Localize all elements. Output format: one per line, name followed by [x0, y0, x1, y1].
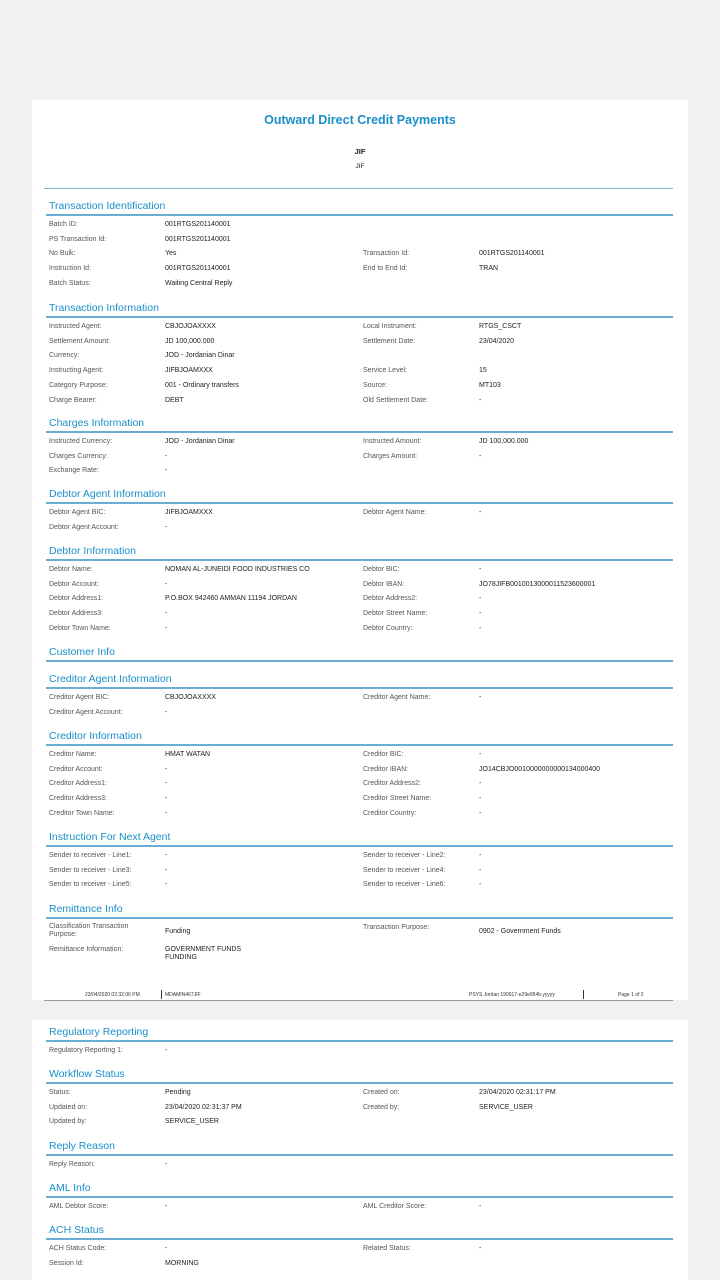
- field-label: Charges Currency:: [49, 452, 108, 460]
- field-label: Creditor Street Name:: [363, 795, 432, 803]
- field-label: Local Instrument:: [363, 323, 417, 330]
- section-title-transaction-information: Transaction Information: [49, 302, 159, 314]
- field-value: JO78JIFB0010013000011523600001: [479, 580, 596, 588]
- field-label: Creditor Country:: [363, 809, 417, 817]
- field-value: -: [165, 452, 168, 460]
- field-value: -: [479, 610, 482, 618]
- field-label: Category Purpose:: [49, 381, 108, 389]
- field-label: Instruction Id:: [49, 265, 92, 273]
- field-label: Sender to receiver - Line3:: [49, 866, 132, 874]
- field-value: -: [165, 708, 168, 716]
- section-divider: [46, 559, 673, 561]
- field-value: 001RTGS201140001: [479, 250, 545, 258]
- field-label: Currency:: [49, 352, 80, 360]
- field-label: Created by:: [363, 1103, 400, 1111]
- field-value: JO14CBJO0010000000000134000400: [479, 765, 601, 773]
- field-value: MT103: [479, 381, 501, 389]
- field-value: JD 100,000.000: [165, 337, 215, 345]
- section-divider: [46, 316, 673, 318]
- field-value: -: [165, 795, 168, 803]
- section-divider: [46, 1154, 673, 1156]
- field-label: Service Level:: [363, 367, 407, 375]
- field-value: SERVICE_USER: [479, 1103, 533, 1111]
- field-value: DEBT: [165, 396, 184, 404]
- field-label: Debtor Agent Account:: [49, 523, 119, 531]
- field-label: ACH Status Code:: [49, 1245, 107, 1252]
- section-divider: [46, 1196, 673, 1198]
- section-title-creditor-agent-information: Creditor Agent Information: [49, 673, 172, 685]
- section-divider: [46, 845, 673, 847]
- field-value: JD 100,000.000: [479, 438, 529, 445]
- organization-code: JIF: [354, 147, 366, 156]
- field-value: -: [165, 580, 168, 588]
- field-label: Source:: [363, 381, 388, 389]
- field-label: Sender to receiver - Line6:: [363, 881, 446, 889]
- field-label: Related Status:: [363, 1245, 411, 1252]
- section-title-workflow-status: Workflow Status: [49, 1068, 125, 1080]
- field-value: -: [479, 881, 482, 889]
- header-divider: [44, 188, 673, 189]
- field-value: -: [479, 509, 482, 516]
- section-divider: [46, 1238, 673, 1240]
- field-label: Old Settlement Date:: [363, 396, 428, 404]
- field-value: -: [165, 523, 168, 531]
- field-label: Debtor Account:: [49, 580, 99, 588]
- footer-product: PSYS Jordan 190917-e29e954b.yyyyy: [469, 992, 555, 998]
- field-label: Debtor Address2:: [363, 595, 418, 603]
- section-title-remittance-info: Remittance Info: [49, 903, 123, 915]
- section-title-regulatory-reporting: Regulatory Reporting: [49, 1026, 149, 1038]
- field-value: TRAN: [479, 265, 499, 273]
- field-label: Debtor Agent Name:: [363, 509, 427, 516]
- field-label: Exchange Rate:: [49, 467, 99, 475]
- footer-separator: [161, 990, 162, 999]
- field-label: Instructed Agent:: [49, 323, 102, 330]
- field-value: -: [479, 751, 482, 758]
- field-value: P.O.BOX 942460 AMMAN 11194 JORDAN: [165, 595, 297, 603]
- field-value: -: [479, 595, 482, 603]
- section-title-charges-information: Charges Information: [49, 417, 145, 429]
- section-title-instruction-for-next-agent: Instruction For Next Agent: [49, 831, 171, 843]
- field-label: Debtor Town Name:: [49, 624, 111, 632]
- field-value: NOMAN AL-JUNEIDI FOOD INDUSTRIES CO: [165, 566, 310, 573]
- section-title-transaction-identification: Transaction Identification: [49, 200, 166, 212]
- field-value: JIFBJOAMXXX: [165, 367, 213, 375]
- transaction-purpose-label: Transaction Purpose:: [363, 924, 430, 931]
- field-value: -: [165, 780, 168, 788]
- field-label: Sender to receiver - Line5:: [49, 881, 132, 889]
- field-label: Charge Bearer:: [49, 396, 97, 404]
- field-value: -: [479, 396, 482, 404]
- section-title-reply-reason: Reply Reason: [49, 1140, 115, 1152]
- field-value: 001RTGS201140001: [165, 265, 231, 273]
- classification-purpose-value: Funding: [165, 928, 191, 935]
- field-label: Debtor BIC:: [363, 566, 400, 573]
- field-value: RTGS_CSCT: [479, 323, 522, 330]
- field-value: -: [165, 809, 168, 817]
- field-value: -: [479, 1245, 482, 1252]
- field-label: Debtor IBAN:: [363, 580, 405, 588]
- remittance-information-label: Remittance Information:: [49, 946, 124, 953]
- field-label: Creditor Name:: [49, 751, 97, 758]
- field-value: Yes: [165, 250, 177, 258]
- section-title-debtor-agent-information: Debtor Agent Information: [49, 488, 166, 500]
- section-title-debtor-information: Debtor Information: [49, 545, 136, 557]
- field-label: Debtor Agent BIC:: [49, 509, 106, 516]
- field-label: Sender to receiver - Line4:: [363, 866, 446, 874]
- field-value: -: [165, 866, 168, 874]
- field-value: -: [479, 852, 482, 859]
- field-value: HMAT WATAN: [165, 751, 211, 758]
- field-label: Batch ID:: [49, 221, 78, 228]
- section-title-creditor-information: Creditor Information: [49, 730, 142, 742]
- section-divider: [46, 502, 673, 504]
- field-value: -: [165, 610, 168, 618]
- field-value: SERVICE_USER: [165, 1118, 219, 1126]
- field-value: -: [479, 566, 482, 573]
- field-value: -: [165, 1203, 168, 1210]
- field-label: Status:: [49, 1089, 71, 1096]
- field-value: 001RTGS201140001: [165, 235, 231, 243]
- field-value: -: [479, 795, 482, 803]
- section-divider: [46, 660, 673, 662]
- section-divider: [46, 687, 673, 689]
- footer-separator: [583, 990, 584, 999]
- field-label: Reply Reason:: [49, 1161, 95, 1168]
- field-value: Pending: [165, 1089, 191, 1096]
- field-value: 001 - Ordinary transfers: [165, 381, 239, 389]
- field-value: CBJOJOAXXXX: [165, 323, 216, 330]
- field-label: Settlement Amount:: [49, 337, 111, 345]
- field-value: CBJOJOAXXXX: [165, 694, 216, 701]
- classification-purpose-label: Classification Transaction Purpose:: [49, 923, 129, 938]
- field-label: Debtor Address3:: [49, 610, 104, 618]
- field-value: JOD - Jordanian Dinar: [165, 352, 235, 360]
- field-label: AML Creditor Score:: [363, 1203, 427, 1210]
- field-label: AML Debtor Score:: [49, 1203, 109, 1210]
- field-value: -: [479, 624, 482, 632]
- field-label: Creditor Town Name:: [49, 809, 115, 817]
- footer-divider: [44, 1000, 673, 1001]
- field-label: Sender to receiver - Line2:: [363, 852, 446, 859]
- footer-page-number: Page 1 of 2: [618, 992, 644, 998]
- section-divider: [46, 1040, 673, 1042]
- field-value: 23/04/2020: [479, 337, 515, 345]
- field-label: Updated on:: [49, 1103, 88, 1111]
- field-value: -: [479, 809, 482, 817]
- field-value: 001RTGS201140001: [165, 221, 231, 228]
- field-label: Creditor Agent Name:: [363, 694, 431, 701]
- field-label: Instructed Amount:: [363, 438, 422, 445]
- section-title-customer-info: Customer Info: [49, 646, 115, 658]
- report-title: Outward Direct Credit Payments: [264, 113, 456, 127]
- field-value: 15: [479, 367, 487, 375]
- section-title-ach-status: ACH Status: [49, 1224, 104, 1236]
- footer-timestamp: 23/04/2020 02:32:06 PM: [85, 992, 140, 998]
- section-title-aml-info: AML Info: [49, 1182, 91, 1194]
- field-value: -: [165, 1245, 168, 1252]
- field-value: -: [165, 881, 168, 889]
- field-label: Settlement Date:: [363, 337, 416, 345]
- section-divider: [46, 214, 673, 216]
- field-value: -: [165, 467, 168, 475]
- field-label: End to End Id:: [363, 265, 408, 273]
- field-label: Creditor IBAN:: [363, 765, 409, 773]
- field-label: Creditor BIC:: [363, 751, 404, 758]
- section-divider: [46, 431, 673, 433]
- section-divider: [46, 1082, 673, 1084]
- field-value: Waiting Central Reply: [165, 279, 233, 287]
- field-value: -: [479, 866, 482, 874]
- field-label: Creditor Agent Account:: [49, 708, 123, 716]
- field-label: Batch Status:: [49, 279, 91, 287]
- field-label: Created on:: [363, 1089, 400, 1096]
- field-label: Debtor Name:: [49, 566, 93, 573]
- organization-name: JIF: [355, 163, 365, 170]
- field-label: Session Id:: [49, 1259, 84, 1267]
- field-label: PS Transaction Id:: [49, 235, 107, 243]
- field-label: Creditor Account:: [49, 765, 103, 773]
- report-page-1: [32, 100, 688, 1000]
- field-value: MORNING: [165, 1259, 199, 1267]
- section-divider: [46, 917, 673, 919]
- field-value: -: [165, 1047, 168, 1054]
- footer-user: MDAMIN467JIF: [165, 992, 201, 998]
- field-value: -: [165, 1161, 168, 1168]
- field-value: -: [165, 765, 168, 773]
- field-label: Debtor Address1:: [49, 595, 104, 603]
- field-label: Sender to receiver - Line1:: [49, 852, 132, 859]
- report-page-2: [32, 1020, 688, 1280]
- field-value: -: [165, 624, 168, 632]
- field-value: 23/04/2020 02:31:17 PM: [479, 1089, 556, 1096]
- field-label: Instructing Agent:: [49, 367, 104, 375]
- field-label: Updated by:: [49, 1118, 87, 1126]
- field-label: Regulatory Reporting 1:: [49, 1047, 123, 1054]
- section-divider: [46, 744, 673, 746]
- field-label: Creditor Agent BIC:: [49, 694, 110, 701]
- remittance-information-value: GOVERNMENT FUNDS FUNDING: [165, 946, 242, 961]
- transaction-purpose-value: 0902 - Government Funds: [479, 928, 561, 935]
- field-value: -: [479, 452, 482, 460]
- field-value: JOD - Jordanian Dinar: [165, 438, 235, 445]
- field-label: Creditor Address1:: [49, 780, 107, 788]
- field-value: -: [479, 694, 482, 701]
- field-label: Transaction Id:: [363, 250, 410, 258]
- field-value: -: [165, 852, 168, 859]
- field-value: -: [479, 1203, 482, 1210]
- field-label: No Bulk:: [49, 250, 76, 258]
- field-label: Creditor Address2:: [363, 780, 421, 788]
- field-value: JIFBJOAMXXX: [165, 509, 213, 516]
- field-value: 23/04/2020 02:31:37 PM: [165, 1103, 242, 1111]
- field-label: Instructed Currency:: [49, 438, 113, 445]
- field-value: -: [479, 780, 482, 788]
- field-label: Creditor Address3:: [49, 795, 107, 803]
- field-label: Charges Amount:: [363, 452, 418, 460]
- field-label: Debtor Street Name:: [363, 610, 428, 618]
- field-label: Debtor Country:: [363, 624, 413, 632]
